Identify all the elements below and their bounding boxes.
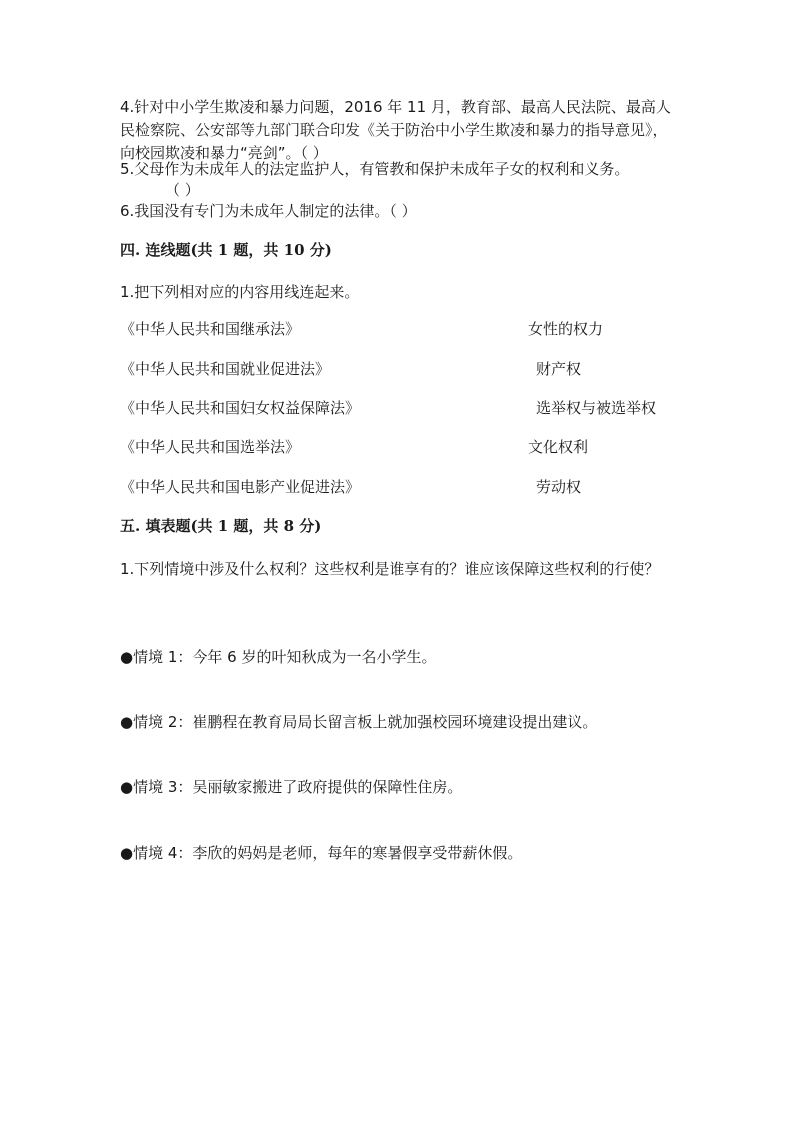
section-5-heading: 五. 填表题(共 1 题，共 8 分) <box>120 517 322 535</box>
judge-question-5-answer-paren: （ ） <box>165 181 200 199</box>
judge-question-6: 6.我国没有专门为未成年人制定的法律。（ ） <box>120 202 417 220</box>
matching-right-item: 文化权利 <box>528 438 589 456</box>
matching-right-item: 财产权 <box>536 360 582 378</box>
scenario-item: ●情境 2：崔鹏程在教育局局长留言板上就加强校园环境建设提出建议。 <box>120 713 598 731</box>
matching-right-item: 选举权与被选举权 <box>536 399 657 417</box>
scenario-item: ●情境 4：李欣的妈妈是老师，每年的寒暑假享受带薪休假。 <box>120 844 523 862</box>
matching-left-item: 《中华人民共和国电影产业促进法》 <box>120 478 361 496</box>
scenario-item: ●情境 1：今年 6 岁的叶知秋成为一名小学生。 <box>120 648 437 666</box>
matching-left-item: 《中华人民共和国妇女权益保障法》 <box>120 399 361 417</box>
judge-question-4: 4.针对中小学生欺凌和暴力问题，2016 年 11 月，教育部、最高人民法院、最高人民检察院、公安部等九部门联合印发《关于防治中小学生欺凌和暴力的指导意见》，向校园欺凌和暴力“亮剑”。（ ） <box>120 98 671 162</box>
matching-question-1: 1.把下列相对应的内容用线连起来。 <box>120 283 360 301</box>
matching-left-item: 《中华人民共和国继承法》 <box>120 320 301 338</box>
matching-right-item: 女性的权力 <box>528 320 604 338</box>
matching-left-item: 《中华人民共和国就业促进法》 <box>120 360 331 378</box>
scenario-item: ●情境 3：吴丽敏家搬进了政府提供的保障性住房。 <box>120 778 463 796</box>
judge-question-5: 5.父母作为未成年人的法定监护人，有管教和保护未成年子女的权利和义务。 <box>120 160 630 178</box>
section-4-heading: 四. 连线题(共 1 题，共 10 分) <box>120 241 332 259</box>
table-question-1: 1.下列情境中涉及什么权利？这些权利是谁享有的？谁应该保障这些权利的行使？ <box>120 560 660 578</box>
matching-left-item: 《中华人民共和国选举法》 <box>120 438 301 456</box>
matching-right-item: 劳动权 <box>536 478 582 496</box>
